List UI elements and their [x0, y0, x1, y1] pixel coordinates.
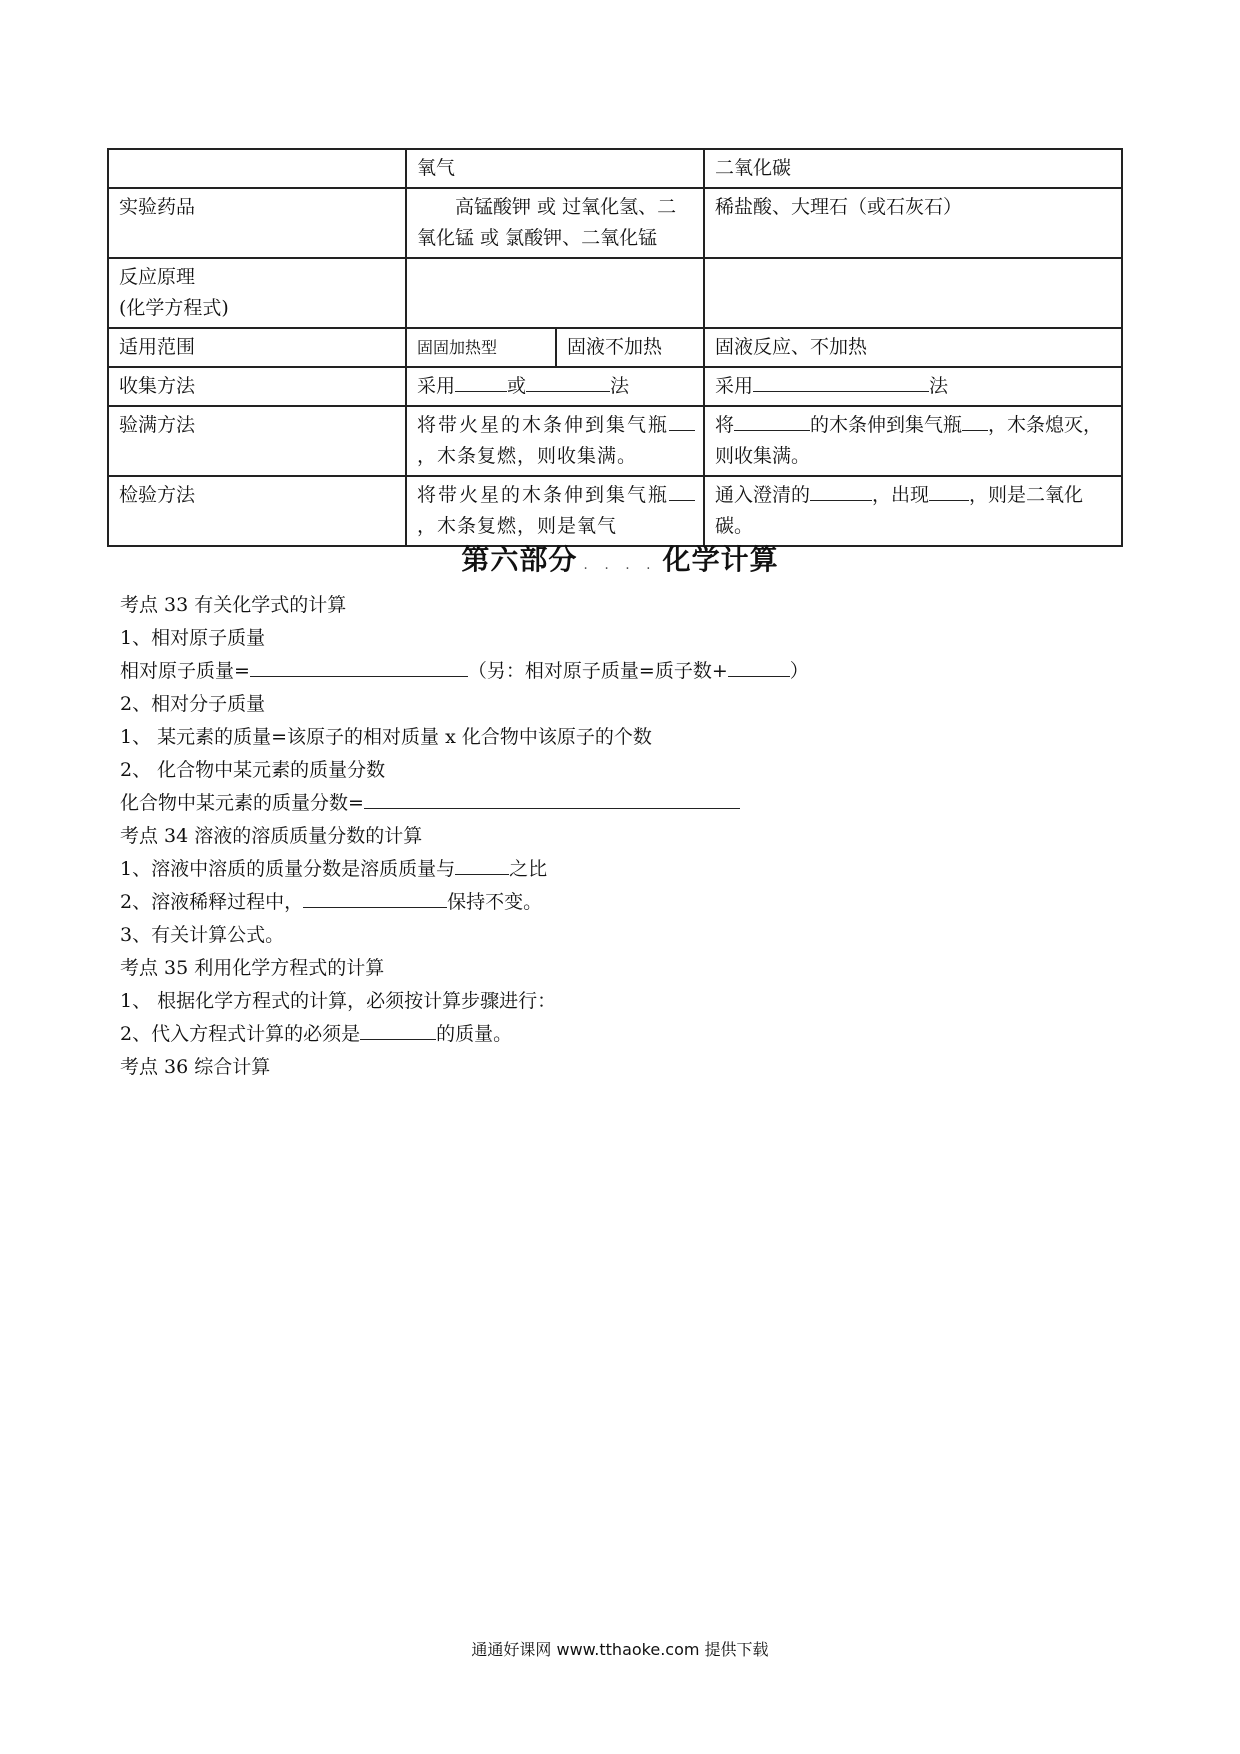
text-fragment: ）	[789, 660, 809, 682]
text-fragment: 或	[507, 375, 527, 397]
text-fragment: 法	[610, 375, 630, 397]
gas-comparison-table	[107, 148, 1123, 547]
oxygen-medicine-cell: 高锰酸钾 或 过氧化氢、二氧化锰 或 氯酸钾、二氧化锰	[406, 188, 704, 258]
co2-reaction-cell	[704, 258, 1122, 328]
fill-blank[interactable]	[929, 480, 969, 501]
row-label: 验满方法	[108, 406, 406, 476]
fill-blank[interactable]	[250, 656, 468, 677]
list-item	[120, 854, 547, 881]
text-fragment: 法	[929, 375, 949, 397]
row-label: 收集方法	[108, 367, 406, 406]
text-fragment: 通入澄清的	[715, 484, 811, 506]
list-item	[120, 656, 809, 683]
section-title	[0, 538, 1240, 578]
table-row	[108, 328, 1122, 367]
fill-blank[interactable]	[734, 410, 810, 431]
table-row	[108, 406, 1122, 476]
text-fragment: 之比	[509, 858, 548, 880]
text-fragment: （另：相对原子质量=质子数+	[467, 660, 728, 682]
fill-blank[interactable]	[455, 854, 509, 875]
table-row	[108, 367, 1122, 406]
section-title-part: 第六部分	[461, 543, 578, 576]
row-label: 检验方法	[108, 476, 406, 546]
text-fragment: 采用	[715, 375, 754, 397]
topic-heading: 考点 36 综合计算	[120, 1056, 271, 1078]
text-fragment: ，则是二氧化碳。	[715, 484, 1084, 537]
footer-source: 通通好课网 www.tthaoke.com 提供下载	[471, 1640, 769, 1659]
table-row	[108, 149, 1122, 188]
row-label	[108, 258, 406, 328]
topic-heading: 考点 33 有关化学式的计算	[120, 594, 347, 616]
fill-blank[interactable]	[526, 371, 610, 392]
fill-blank[interactable]	[303, 887, 447, 908]
co2-full-check-cell	[704, 406, 1122, 476]
text-fragment: 相对原子质量=	[120, 660, 250, 682]
topic-heading: 考点 34 溶液的溶质质量分数的计算	[120, 825, 423, 847]
text-fragment: 将带火星的木条伸到集气瓶	[417, 414, 670, 436]
text-fragment: 将	[715, 414, 735, 436]
text-fragment: 化合物中某元素的质量分数=	[120, 792, 364, 814]
row-label: 实验药品	[108, 188, 406, 258]
fill-blank[interactable]	[669, 410, 695, 431]
list-item: 3、有关计算公式。	[120, 924, 285, 946]
text-fragment: ，出现	[872, 484, 930, 506]
table-corner-cell	[108, 149, 406, 188]
co2-header: 二氧化碳	[704, 149, 1122, 188]
table-row	[108, 476, 1122, 546]
list-item: 1、 某元素的质量=该原子的相对质量 x 化合物中该原子的个数	[120, 726, 652, 748]
oxygen-reaction-cell	[406, 258, 704, 328]
co2-collect-cell	[704, 367, 1122, 406]
list-item: 1、 根据化学方程式的计算，必须按计算步骤进行：	[120, 990, 557, 1012]
topic-heading: 考点 35 利用化学方程式的计算	[120, 957, 385, 979]
table-row	[108, 188, 1122, 258]
oxygen-scope-solid-cell: 固固加热型	[406, 328, 556, 367]
text-fragment: 采用	[417, 375, 456, 397]
reaction-label-line2: (化学方程式)	[119, 297, 229, 319]
fill-blank[interactable]	[753, 371, 929, 392]
fill-blank[interactable]	[728, 656, 790, 677]
text-fragment: ，木条复燃，则是氧气	[417, 515, 618, 537]
text-fragment: ，木条熄灭，则收集满。	[715, 414, 1103, 467]
fill-blank[interactable]	[962, 410, 988, 431]
co2-scope-cell: 固液反应、不加热	[704, 328, 1122, 367]
text-fragment: ，木条复燃，则收集满。	[417, 445, 638, 467]
section-title-dots: . . . .	[583, 557, 657, 573]
text-fragment: 2、溶液稀释过程中，	[120, 891, 304, 913]
list-item: 2、相对分子质量	[120, 693, 266, 715]
fill-blank[interactable]	[669, 480, 695, 501]
list-item: 2、 化合物中某元素的质量分数	[120, 759, 386, 781]
oxygen-header: 氧气	[406, 149, 704, 188]
list-item: 1、相对原子质量	[120, 627, 266, 649]
co2-medicine-cell: 稀盐酸、大理石（或石灰石）	[704, 188, 1122, 258]
list-item	[120, 887, 542, 914]
oxygen-scope-liquid-cell: 固液不加热	[556, 328, 704, 367]
list-item	[120, 788, 740, 815]
text-fragment: 保持不变。	[447, 891, 543, 913]
list-item	[120, 1019, 512, 1046]
text-fragment: 1、溶液中溶质的质量分数是溶质质量与	[120, 858, 456, 880]
table-row	[108, 258, 1122, 328]
row-label: 适用范围	[108, 328, 406, 367]
oxygen-collect-cell	[406, 367, 704, 406]
text-fragment: 的木条伸到集气瓶	[810, 414, 963, 436]
fill-blank[interactable]	[455, 371, 507, 392]
text-fragment: 的质量。	[436, 1023, 513, 1045]
co2-test-cell	[704, 476, 1122, 546]
oxygen-test-cell	[406, 476, 704, 546]
oxygen-full-check-cell	[406, 406, 704, 476]
fill-blank[interactable]	[810, 480, 872, 501]
text-fragment: 将带火星的木条伸到集气瓶	[417, 484, 670, 506]
fill-blank[interactable]	[364, 788, 740, 809]
reaction-label-line1: 反应原理	[119, 266, 196, 288]
text-fragment: 2、代入方程式计算的必须是	[120, 1023, 361, 1045]
fill-blank[interactable]	[360, 1019, 436, 1040]
section-title-part: 化学计算	[662, 543, 779, 576]
